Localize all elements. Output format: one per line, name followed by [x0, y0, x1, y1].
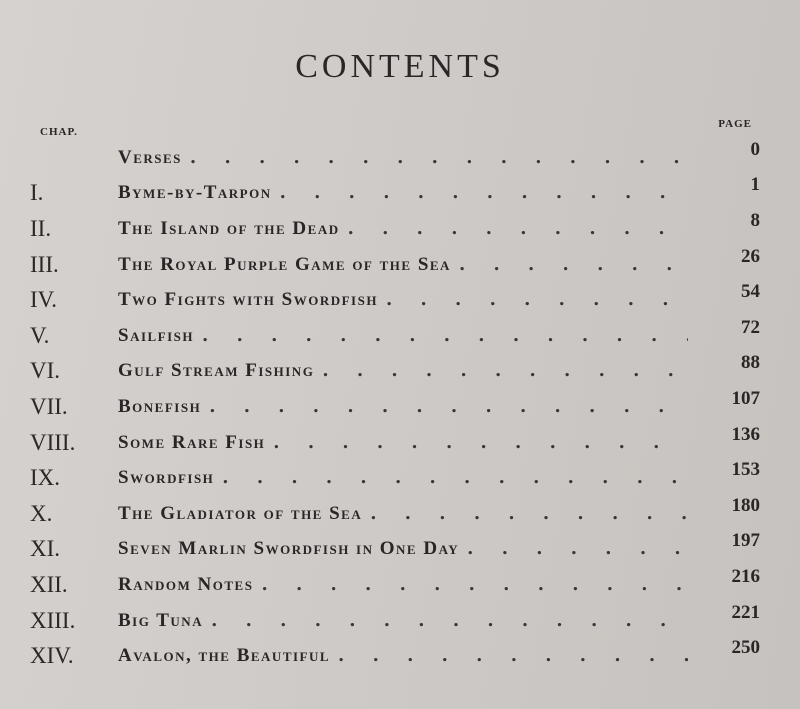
contents-entry	[30, 247, 760, 283]
entry-line	[118, 467, 688, 489]
entry-line	[118, 574, 688, 596]
entry-line	[118, 645, 688, 667]
entry-line	[118, 325, 688, 347]
dot-leader	[273, 432, 688, 453]
page-number: 88	[741, 352, 760, 374]
contents-entry	[30, 460, 760, 496]
contents-entry	[30, 140, 760, 176]
dot-leader	[467, 538, 688, 559]
page-number: 250	[731, 637, 760, 659]
chapter-title: The Gladiator of the Sea	[118, 502, 363, 524]
dot-leader	[348, 218, 688, 239]
chapter-numeral: XIII.	[30, 607, 76, 633]
chapter-numeral: XI.	[30, 536, 61, 562]
dot-leader	[211, 610, 688, 631]
chapter-title: The Royal Purple Game of the Sea	[118, 253, 451, 275]
entry-line	[118, 538, 688, 560]
contents-entry	[30, 567, 760, 603]
chapter-column-header: CHAP.	[40, 126, 78, 138]
contents-entry	[30, 282, 760, 318]
chapter-title: Verses	[118, 146, 182, 168]
page-number: 8	[750, 209, 760, 231]
chapter-numeral: IV.	[30, 287, 58, 313]
chapter-title: Byme-by-Tarpon	[118, 182, 272, 204]
chapter-numeral: X.	[30, 500, 53, 526]
chapter-title: Swordfish	[118, 467, 215, 489]
contents-entry	[30, 532, 760, 568]
entry-line	[118, 254, 688, 276]
dot-leader	[202, 325, 688, 346]
chapter-numeral: VIII.	[30, 429, 76, 455]
chapter-title: Sailfish	[118, 324, 195, 346]
entry-line	[118, 147, 688, 169]
contents-entry	[30, 354, 760, 390]
contents-list	[30, 140, 760, 674]
chapter-numeral: XIV.	[30, 643, 74, 669]
chapter-title: Two Fights with Swordfish	[118, 289, 378, 311]
contents-entry	[30, 318, 760, 354]
contents-entry	[30, 176, 760, 212]
chapter-numeral: I.	[30, 180, 44, 206]
dot-leader	[190, 147, 688, 168]
page-number: 0	[750, 138, 760, 160]
page-title: CONTENTS	[295, 48, 505, 85]
entry-line	[118, 218, 688, 240]
chapter-title: Seven Marlin Swordfish in One Day	[118, 538, 460, 560]
dot-leader	[338, 645, 688, 666]
contents-entry	[30, 496, 760, 532]
page-number: 26	[741, 245, 760, 267]
entry-line	[118, 289, 688, 311]
contents-entry	[30, 638, 760, 674]
chapter-title: The Island of the Dead	[118, 217, 340, 239]
entry-line	[118, 503, 688, 525]
page-number: 72	[741, 316, 760, 338]
dot-leader	[322, 360, 688, 381]
entry-line	[118, 432, 688, 454]
page-number: 54	[741, 281, 760, 303]
dot-leader	[280, 182, 688, 203]
chapter-numeral: XII.	[30, 571, 68, 597]
page-number: 1	[750, 174, 760, 196]
dot-leader	[222, 467, 688, 488]
chapter-numeral: IX.	[30, 465, 61, 491]
chapter-title: Random Notes	[118, 573, 254, 595]
entry-line	[118, 610, 688, 632]
dot-leader	[459, 254, 688, 275]
page-number: 180	[731, 494, 760, 516]
contents-entry	[30, 389, 760, 425]
page-number: 136	[731, 423, 760, 445]
chapter-numeral: VII.	[30, 393, 68, 419]
chapter-title: Bonefish	[118, 395, 202, 417]
chapter-title: Avalon, the Beautiful	[118, 645, 331, 667]
chapter-numeral: V.	[30, 322, 50, 348]
dot-leader	[386, 289, 688, 310]
page-number: 107	[731, 387, 760, 409]
entry-line	[118, 182, 688, 204]
page-number: 216	[731, 565, 760, 587]
chapter-title: Big Tuna	[118, 609, 204, 631]
chapter-numeral: III.	[30, 251, 59, 277]
page-column-header: PAGE	[718, 118, 752, 130]
entry-line	[118, 396, 688, 418]
chapter-numeral: VI.	[30, 358, 61, 384]
page-number: 221	[731, 601, 760, 623]
page-number: 153	[731, 459, 760, 481]
contents-entry	[30, 425, 760, 461]
chapter-numeral: II.	[30, 215, 52, 241]
contents-entry	[30, 603, 760, 639]
page-number: 197	[731, 530, 760, 552]
dot-leader	[261, 574, 688, 595]
dot-leader	[209, 396, 688, 417]
dot-leader	[370, 503, 688, 524]
contents-entry	[30, 211, 760, 247]
chapter-title: Gulf Stream Fishing	[118, 360, 315, 382]
entry-line	[118, 360, 688, 382]
chapter-title: Some Rare Fish	[118, 431, 266, 453]
